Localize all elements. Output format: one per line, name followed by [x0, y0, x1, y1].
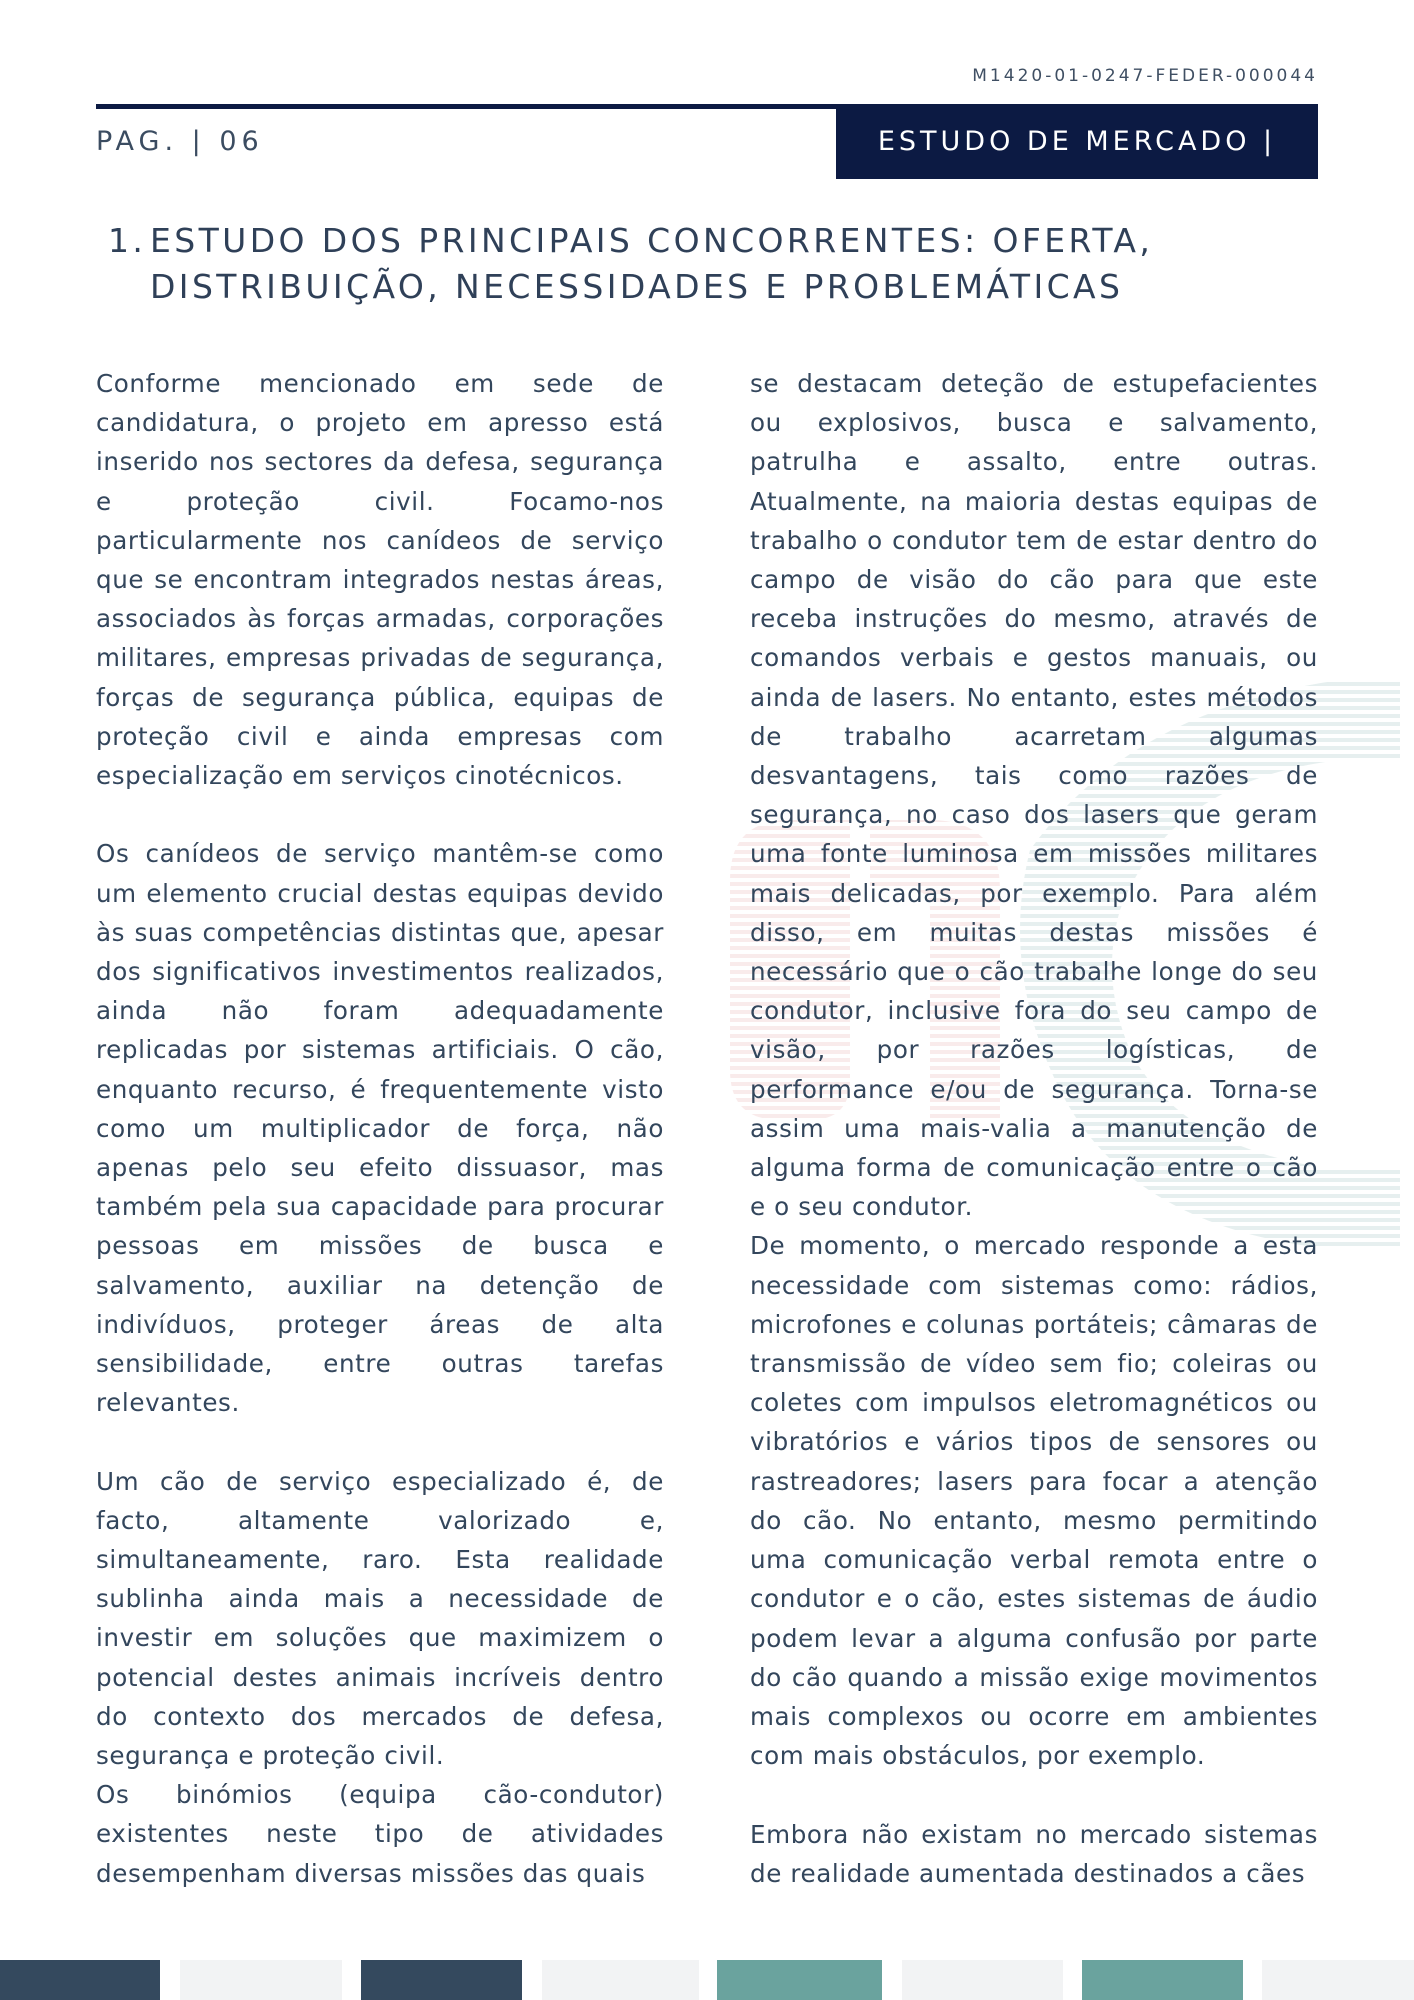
- section-title-banner: [836, 104, 1318, 179]
- right-column: [750, 364, 1318, 1893]
- footer-block: [1082, 1960, 1243, 2000]
- paragraph: De momento, o mercado responde a esta necessidade com sistemas como: rádios, microfones e colunas portáteis; câmaras de transmissão de vídeo sem fio; coleiras ou coletes com impulsos eletromagnéticos ou vibratórios e vários tipos de sensores ou rastreadores; lasers para focar a atenção do cão. No entanto, mesmo permitindo uma comunicação verbal remota entre o condutor e o cão, estes sistemas de áudio podem levar a alguma confusão por parte do cão quando a missão exige movimentos mais complexos ou ocorre em ambientes com mais obstáculos, por exemplo.: [750, 1231, 1318, 1771]
- paragraph: Um cão de serviço especializado é, de facto, altamente valorizado e, simultaneamente, raro. Esta realidade sublinha ainda mais a necessidade de investir em soluções que maximizem o potencial destes animais incríveis dentro do contexto dos mercados de defesa, segurança e proteção civil.: [96, 1466, 664, 1771]
- footer-color-strip: [0, 1960, 1414, 2000]
- paragraph: Os canídeos de serviço mantêm-se como um elemento crucial destas equipas devido às suas competências distintas que, apesar dos significativos investimentos realizados, ainda não foram adequadamente replicadas por sistemas artificiais. O cão, enquanto recurso, é frequentemente visto como um multiplicador de força, não apenas pelo seu efeito dissuasor, mas também pela sua capacidade para procurar pessoas em missões de busca e salvamento, auxiliar na detenção de indivíduos, proteger áreas de alta sensibilidade, entre outras tarefas relevantes.: [96, 839, 664, 1418]
- chapter-title-line-1: ESTUDO DOS PRINCIPAIS CONCORRENTES: OFERTA,: [150, 221, 1154, 260]
- project-code: M1420-01-0247-FEDER-000044: [972, 66, 1318, 86]
- footer-block: [902, 1960, 1063, 2000]
- chapter-heading: [108, 218, 1308, 310]
- page-number: PAG. | 06: [96, 126, 264, 157]
- paragraph: Conforme mencionado em sede de candidatura, o projeto em apresso está inserido nos sectores da defesa, segurança e proteção civil. Focamo-nos particularmente nos canídeos de serviço que se encontram integrados nestas áreas, associados às forças armadas, corporações militares, empresas privadas de segurança, forças de segurança pública, equipas de proteção civil e ainda empresas com especialização em serviços cinotécnicos.: [96, 369, 664, 791]
- section-title: ESTUDO DE MERCADO |: [877, 126, 1277, 157]
- paragraph: Embora não existam no mercado sistemas de realidade aumentada destinados a cães: [750, 1819, 1318, 1888]
- chapter-number: 1.: [108, 221, 147, 260]
- footer-block: [717, 1960, 882, 2000]
- footer-block: [361, 1960, 522, 2000]
- footer-block: [542, 1960, 699, 2000]
- paragraph: Os binómios (equipa cão-condutor) existentes neste tipo de atividades desempenham diversas missões das quais: [96, 1780, 664, 1888]
- paragraph: se destacam deteção de estupefacientes ou explosivos, busca e salvamento, patrulha e assalto, entre outras. Atualmente, na maioria destas equipas de trabalho o condutor tem de estar dentro do campo de visão do cão para que este receba instruções do mesmo, através de comandos verbais e gestos manuais, ou ainda de lasers. No entanto, estes métodos de trabalho acarretam algumas desvantagens, tais como razões de segurança, no caso dos lasers que geram uma fonte luminosa em missões militares mais delicadas, por exemplo. Para além disso, em muitas destas missões é necessário que o cão trabalhe longe do seu condutor, inclusive fora do seu campo de visão, por razões logísticas, de performance e/ou de segurança. Torna-se assim uma mais-valia a manutenção de alguma forma de comunicação entre o cão e o seu condutor.: [750, 369, 1318, 1222]
- footer-block: [0, 1960, 160, 2000]
- left-column: [96, 364, 664, 1893]
- footer-block: [1262, 1960, 1414, 2000]
- footer-block: [180, 1960, 342, 2000]
- chapter-title-line-2: DISTRIBUIÇÃO, NECESSIDADES E PROBLEMÁTICAS: [150, 267, 1124, 306]
